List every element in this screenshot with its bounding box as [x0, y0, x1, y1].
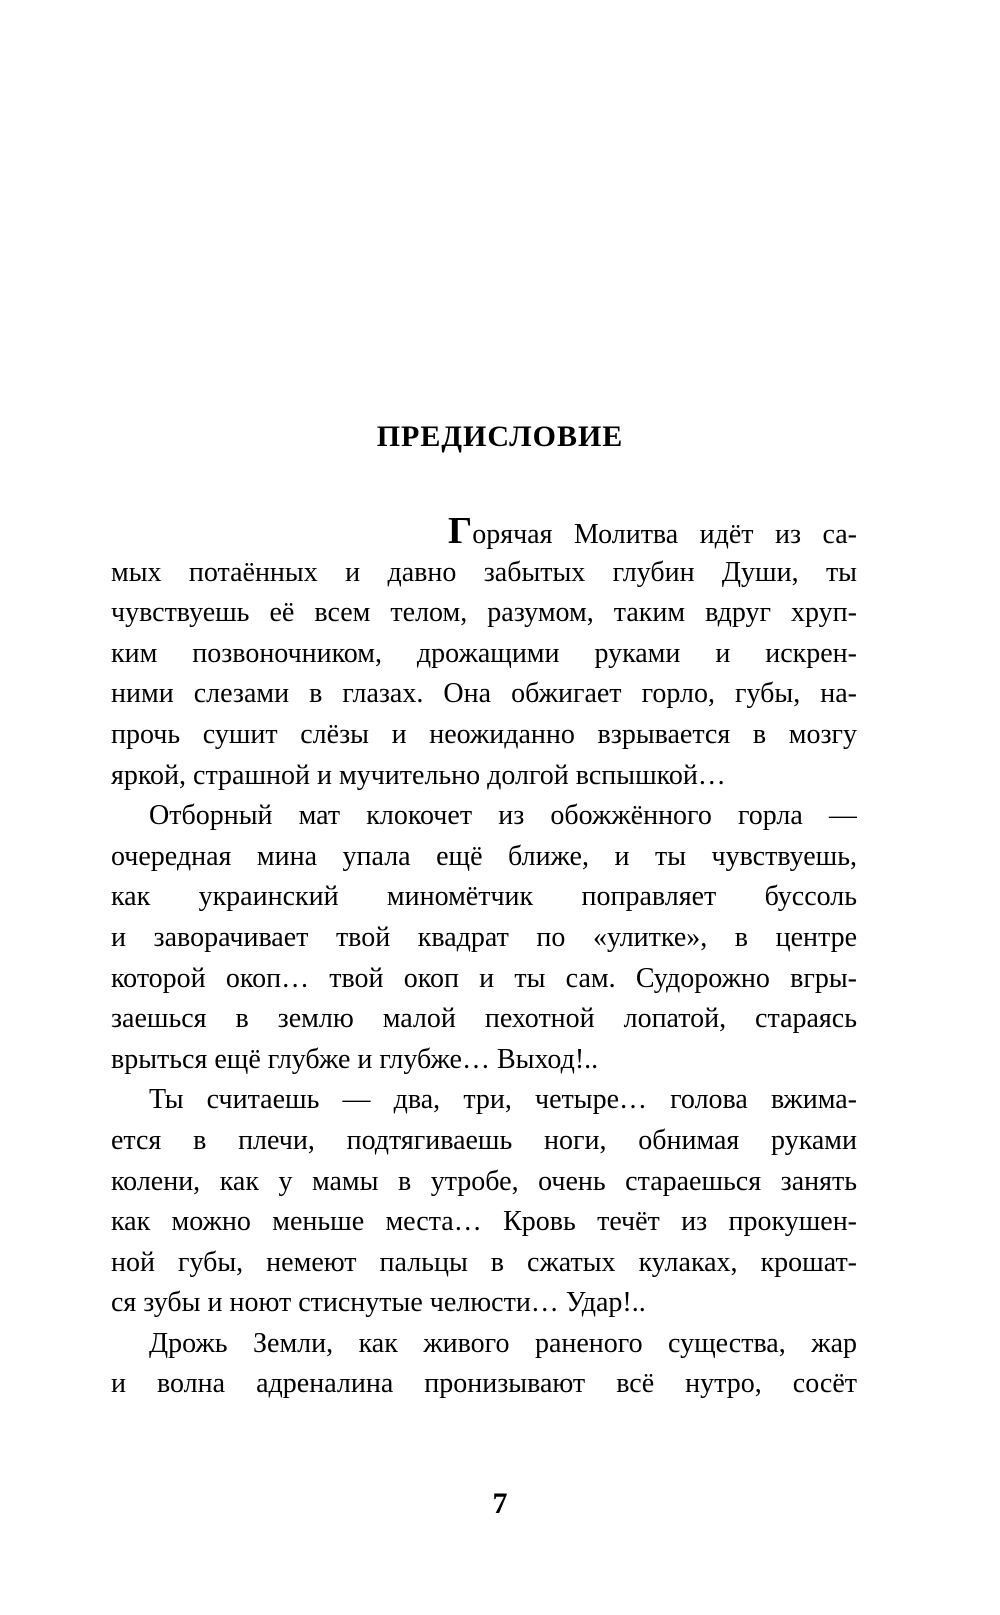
- text-line: ними слезами в глазах. Она обжигает горло, губы, на-: [111, 678, 857, 710]
- text-line: Дрожь Земли, как живого раненого существа, жар: [149, 1327, 857, 1359]
- text-line: Ты считаешь — два, три, четыре… голова вжима-: [149, 1084, 857, 1116]
- page-number: 7: [492, 1487, 508, 1520]
- text-line: ется в плечи, подтягиваешь ноги, обнимая руками: [111, 1124, 857, 1156]
- text-line: мых потаённых и давно забытых глубин Души, ты: [111, 556, 857, 588]
- body-text: [111, 512, 857, 1405]
- text-line: и заворачивает твой квадрат по «улитке», в центре: [111, 921, 857, 953]
- text-line: врыться ещё глубже и глубже… Выход!..: [111, 1043, 599, 1075]
- text-line: которой окоп… твой окоп и ты сам. Судорожно вгры-: [111, 962, 857, 994]
- text-line: ким позвоночником, дрожащими руками и искрен-: [111, 637, 857, 669]
- text-line: ной губы, немеют пальцы в сжатых кулаках, крошат-: [111, 1246, 857, 1278]
- text-line: как украинский миномётчик поправляет буссоль: [111, 881, 857, 913]
- drop-cap: Г: [448, 512, 473, 552]
- text-line: колени, как у мамы в утробе, очень стараешься занять: [111, 1165, 857, 1197]
- text-line: ся зубы и ноют стиснутые челюсти… Удар!..: [111, 1287, 646, 1319]
- text-line: очередная мина упала ещё ближе, и ты чувствуешь,: [111, 840, 857, 872]
- chapter-title: ПРЕДИСЛОВИЕ: [376, 420, 624, 453]
- text-line: заешься в землю малой пехотной лопатой, стараясь: [111, 1003, 857, 1035]
- text-line: прочь сушит слёзы и неожиданно взрывается в мозгу: [111, 718, 857, 750]
- text-line: Горячая Молитва идёт из са-: [448, 512, 857, 552]
- text-line: чувствуешь её всем телом, разумом, таким вдруг хруп-: [111, 597, 857, 629]
- text-line: яркой, страшной и мучительно долгой вспышкой…: [111, 759, 726, 791]
- text-line: и волна адреналина пронизывают всё нутро, сосёт: [111, 1368, 857, 1400]
- text-line: Отборный мат клокочет из обожжённого горла —: [149, 800, 857, 832]
- text-line: как можно меньше места… Кровь течёт из прокушен-: [111, 1206, 857, 1238]
